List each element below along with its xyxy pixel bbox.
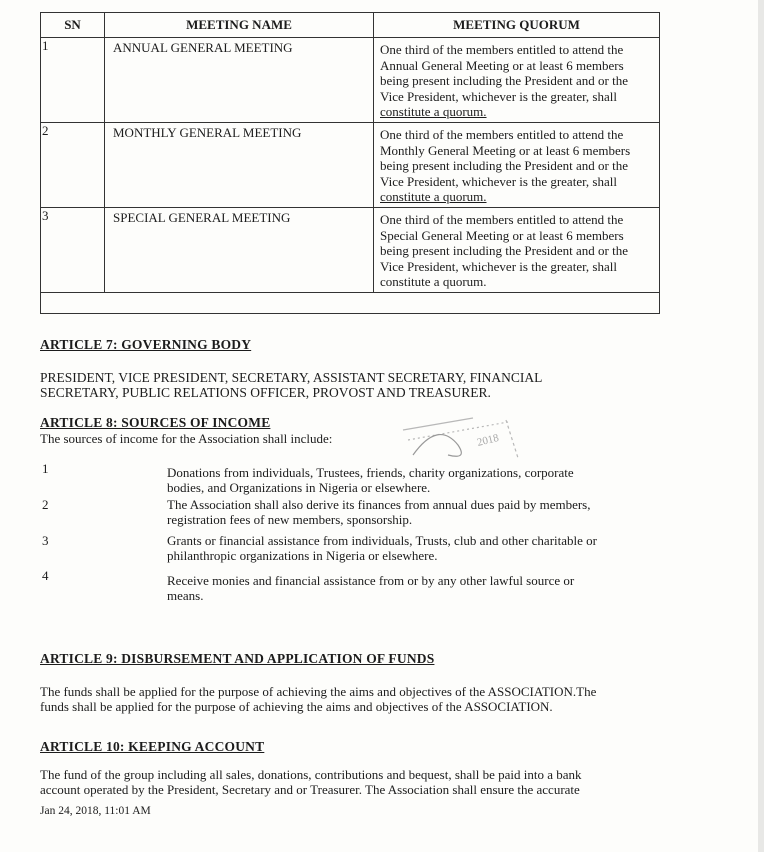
- quorum-line: being present including the President and or the: [380, 243, 629, 258]
- article-9-body: [40, 684, 700, 714]
- quorum-line: Monthly General Meeting or at least 6 members: [380, 142, 631, 158]
- article-10-heading: ARTICLE 10: KEEPING ACCOUNT: [40, 739, 265, 754]
- scan-edge: [758, 0, 764, 852]
- header-sn: SN: [41, 13, 105, 38]
- item-number: 4: [42, 568, 49, 583]
- item-line: philanthropic organizations in Nigeria or elsewhere.: [167, 547, 438, 563]
- row-meeting-quorum: [374, 38, 660, 123]
- header-meeting-name: MEETING NAME: [105, 13, 374, 38]
- row-sn: 2: [41, 123, 105, 208]
- table-empty-row: [41, 293, 660, 314]
- table-row: [41, 38, 660, 123]
- item-line: bodies, and Organizations in Nigeria or elsewhere.: [167, 479, 431, 495]
- article-10-body: [40, 767, 720, 797]
- quorum-line: being present including the President and or the: [380, 158, 629, 173]
- row-sn: 3: [41, 208, 105, 293]
- row-sn: 1: [41, 38, 105, 123]
- print-timestamp: Jan 24, 2018, 11:01 AM: [40, 805, 151, 817]
- row-meeting-name: MONTHLY GENERAL MEETING: [105, 123, 374, 208]
- article-7-line: SECRETARY, PUBLIC RELATIONS OFFICER, PROVOST AND TREASURER.: [40, 385, 491, 400]
- stamp-text: 2018: [475, 431, 501, 449]
- article-10-line: The fund of the group including all sales, donations, contributions and bequest, shall be paid into a bank: [40, 767, 582, 782]
- article-9-heading: ARTICLE 9: DISBURSEMENT AND APPLICATION OF FUNDS: [40, 651, 435, 666]
- quorum-line: Annual General Meeting or at least 6 members: [380, 57, 624, 73]
- item-number: 2: [42, 497, 49, 512]
- quorum-line: One third of the members entitled to attend the: [380, 127, 624, 142]
- article-7-line: PRESIDENT, VICE PRESIDENT, SECRETARY, ASSISTANT SECRETARY, FINANCIAL: [40, 370, 543, 385]
- item-line: Grants or financial assistance from individuals, Trusts, club and other charitable or: [167, 533, 597, 548]
- row-meeting-quorum: [374, 208, 660, 293]
- item-number: 1: [42, 461, 49, 476]
- table-row: [41, 123, 660, 208]
- article-9-line: The funds shall be applied for the purpose of achieving the aims and objectives of the ASSOCIATION.The: [40, 684, 597, 699]
- article-7-heading: ARTICLE 7: GOVERNING BODY: [40, 337, 252, 352]
- quorum-line: constitute a quorum.: [380, 274, 487, 289]
- item-line: Receive monies and financial assistance from or by any other lawful source or: [167, 573, 575, 588]
- article-7-body: [40, 370, 680, 400]
- quorum-line: being present including the President and or the: [380, 73, 629, 88]
- item-text: [167, 574, 647, 603]
- empty-cell: [41, 293, 660, 314]
- item-line: registration fees of new members, sponsorship.: [167, 511, 413, 527]
- item-text: [167, 466, 647, 495]
- quorum-line: Vice President, whichever is the greater, shall: [380, 258, 617, 274]
- item-line: means.: [167, 587, 204, 603]
- quorum-line: One third of the members entitled to attend the: [380, 212, 624, 227]
- item-line: Donations from individuals, Trustees, friends, charity organizations, corporate: [167, 465, 574, 480]
- quorum-line: Special General Meeting or at least 6 members: [380, 227, 624, 243]
- header-meeting-quorum: MEETING QUORUM: [374, 13, 660, 38]
- item-line: The Association shall also derive its finances from annual dues paid by members,: [167, 497, 591, 512]
- quorum-line: constitute a quorum.: [380, 189, 487, 204]
- table-header-row: [41, 13, 660, 38]
- article-9-line: funds shall be applied for the purpose of achieving the aims and objectives of the ASSOCIATION.: [40, 699, 553, 714]
- item-text: [167, 534, 647, 563]
- table-row: [41, 208, 660, 293]
- article-8-heading: ARTICLE 8: SOURCES OF INCOME: [40, 415, 271, 430]
- quorum-line: Vice President, whichever is the greater, shall: [380, 173, 617, 189]
- quorum-line: One third of the members entitled to attend the: [380, 42, 624, 57]
- article-8-intro: The sources of income for the Association shall include:: [40, 431, 333, 446]
- item-text: [167, 498, 647, 527]
- item-number: 3: [42, 533, 49, 548]
- quorum-line: Vice President, whichever is the greater, shall: [380, 88, 617, 104]
- faded-stamp-icon: [398, 410, 528, 470]
- row-meeting-name: ANNUAL GENERAL MEETING: [105, 38, 374, 123]
- article-10-line: account operated by the President, Secretary and or Treasurer. The Association shall ensure the accurate: [40, 782, 580, 797]
- meeting-quorum-table: [40, 12, 660, 314]
- quorum-line: constitute a quorum.: [380, 104, 487, 119]
- row-meeting-name: SPECIAL GENERAL MEETING: [105, 208, 374, 293]
- row-meeting-quorum: [374, 123, 660, 208]
